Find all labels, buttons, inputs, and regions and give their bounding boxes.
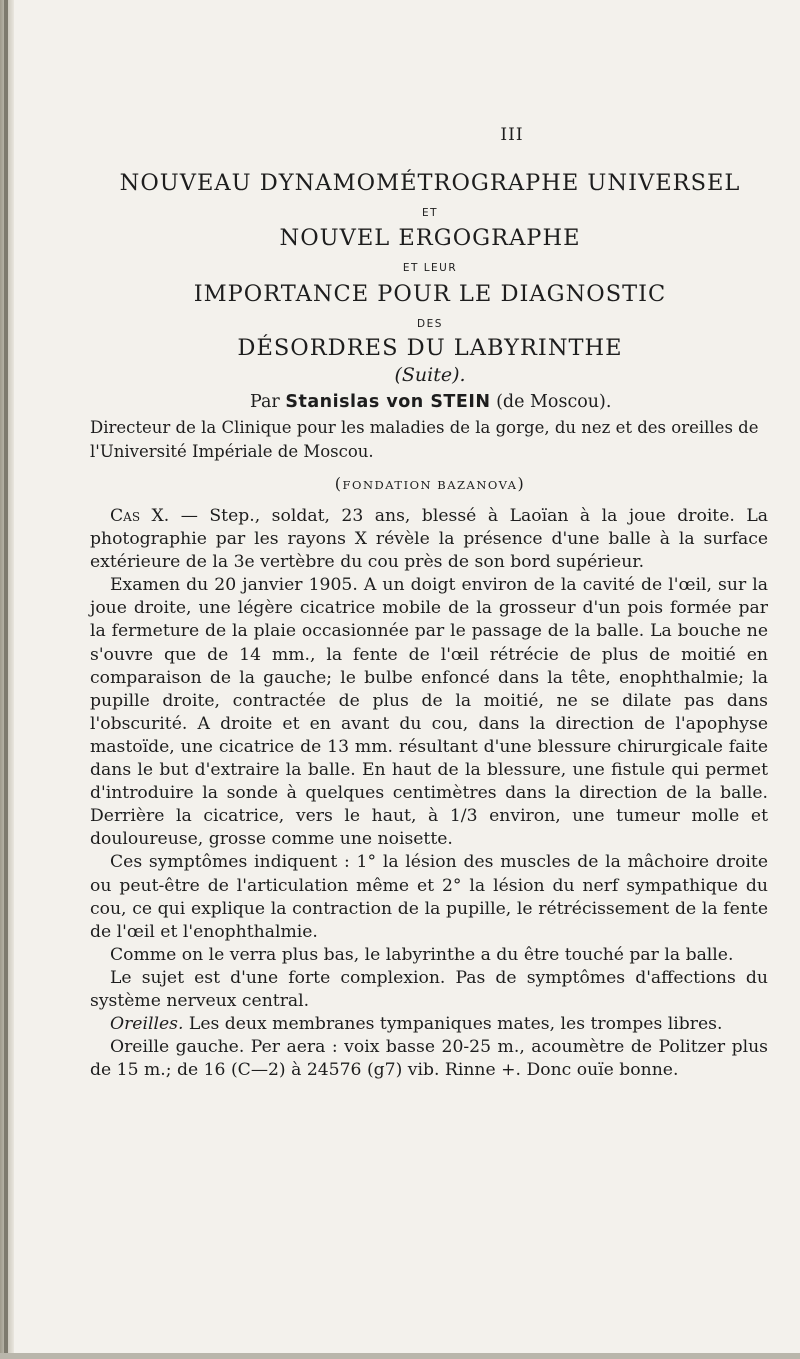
author-origin: (de Moscou).: [496, 392, 612, 412]
title-line-6: DES: [417, 318, 443, 330]
paragraph-labyrinth: Comme on le verra plus bas, le labyrinthe a du être touché par la balle.: [110, 944, 734, 965]
author-line: [250, 392, 611, 412]
article-body: [90, 505, 768, 1082]
page-bottom-edge: [0, 1353, 800, 1359]
paragraph-constitution: Le sujet est d'une forte complexion. Pas de symptômes d'affections du système nerveux central.: [90, 967, 768, 1011]
title-line-2: ET: [421, 207, 439, 219]
foundation-close: ): [517, 474, 526, 493]
foundation-label: FONDATION BAZANOVA: [342, 478, 518, 492]
paragraph-left-ear: Oreille gauche. Per aera : voix basse 20-25 m., acoumètre de Politzer plus de 15 m.; de 16 (C—2) à 24576 (g7) vib. Rinne +. Donc ouïe bonne.: [90, 1037, 768, 1081]
case-text: — Step., soldat, 23 ans, blessé à Laoïan à la joue droite. La photographie par les rayons X révèle la présence d'une balle à la surface extérieure de la 3e vertèbre du cou près de son bord supérieur.: [90, 506, 769, 573]
ears-text: Les deux membranes tympaniques mates, les trompes libres.: [183, 1014, 723, 1035]
paragraph-symptoms: Ces symptômes indiquent : 1° la lésion des muscles de la mâchoire droite ou peut-être de l'articulation même et 2° la lésion du nerf sympathique du cou, ce qui explique la contraction de la pupille, le rétrécissement de la fente de l'œil et l'enophthalmie.: [90, 852, 768, 942]
title-suite: (Suite).: [394, 364, 466, 386]
page-number: III: [500, 125, 524, 145]
page-binding-shadow: [4, 0, 8, 1359]
ears-label: Oreilles.: [110, 1014, 184, 1035]
title-line-3: NOUVEL ERGOGRAPHE: [279, 225, 581, 251]
author-prefix: Par: [250, 392, 280, 412]
author-affiliation: Directeur de la Clinique pour les maladies de la gorge, du nez et des oreilles de l'Université Impériale de Moscou.: [90, 418, 759, 461]
foundation-line: [90, 474, 770, 493]
title-line-1: NOUVEAU DYNAMOMÉTROGRAPHE UNIVERSEL: [119, 170, 741, 196]
foundation-open: (: [334, 474, 343, 493]
title-line-4: ET LEUR: [402, 262, 458, 274]
case-label: Cas X.: [110, 506, 170, 526]
paragraph-ears: [90, 1013, 768, 1036]
title-line-5: IMPORTANCE POUR LE DIAGNOSTIC: [193, 281, 667, 307]
title-line-7: DÉSORDRES DU LABYRINTHE: [237, 335, 623, 361]
paragraph-examination: Examen du 20 janvier 1905. A un doigt environ de la cavité de l'œil, sur la joue droite, une légère cicatrice mobile de la grosseur d'un pois formée par la fermeture de la plaie occasionnée par le passage de la balle. La bouche ne s'ouvre que de 14 mm., la fente de l'œil rétrécie de plus de moitié en comparaison de la gauche; le bulbe enfoncé dans la tête, enophthalmie; la pupille droite, contractée de plus de la moitié, ne se dilate pas dans l'obscurité. A droite et en avant du cou, dans la direction de l'apophyse mastoïde, une cicatrice de 13 mm. résultant d'une blessure chirurgicale faite dans le but d'extraire la balle. En haut de la blessure, une fistule qui permet d'introduire la sonde à quelques centimètres dans la direction de la balle. Derrière la cicatrice, vers le haut, à 1/3 environ, une tumeur molle et douloureuse, grosse comme une noisette.: [90, 575, 768, 850]
paragraph-case: [90, 505, 768, 574]
author-name: Stanislas von STEIN: [285, 392, 491, 412]
